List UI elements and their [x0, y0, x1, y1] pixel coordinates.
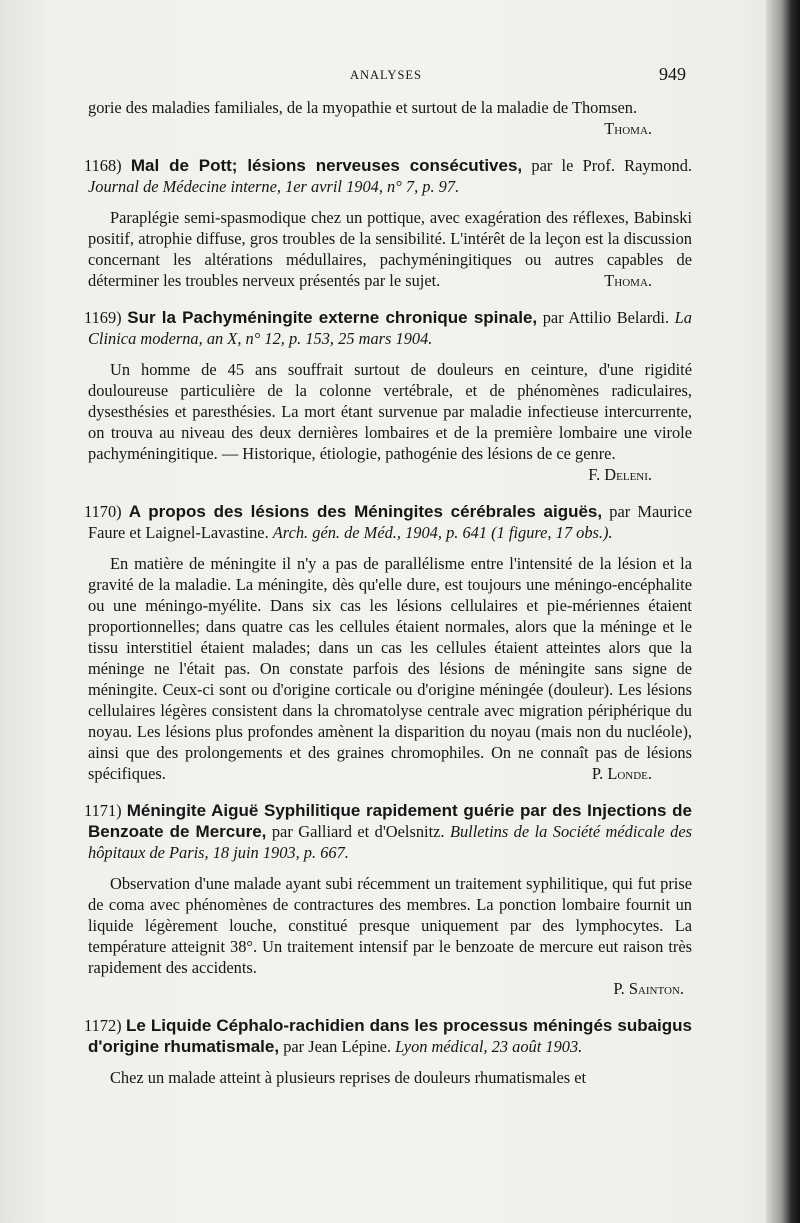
entry-title: Le Liquide Céphalo-rachidien dans les processus méningés subaigus d'origine rhumatismale,	[88, 1016, 692, 1056]
entry-citation: La Clinica moderna, an X, n° 12, p. 153, 25 mars 1904.	[88, 308, 692, 348]
entry-citation: Bulletins de la Société médicale des hôpitaux de Paris, 18 juin 1903, p. 667.	[88, 822, 692, 862]
entry-citation: Lyon médical, 23 août 1903.	[395, 1037, 583, 1056]
entry-abstract	[88, 359, 692, 484]
entry-title: Sur la Pachyméningite externe chronique spinale,	[127, 308, 538, 327]
entry-heading	[84, 1015, 692, 1057]
entry-title: Méningite Aiguë Syphilitique rapidement guérie par des Injections de Benzoate de Mercure,	[88, 801, 692, 841]
abstract-entry-1169	[84, 307, 692, 485]
page-content	[84, 97, 692, 1088]
entry-authors: par Galliard et d'Oelsnitz.	[271, 822, 445, 841]
entry-abstract	[88, 1067, 692, 1088]
entry-citation: Arch. gén. de Méd., 1904, p. 641 (1 figure, 17 obs.).	[272, 523, 613, 542]
entry-heading	[84, 501, 692, 543]
page-number: 949	[659, 64, 686, 84]
entry-authors: par Maurice Faure et Laignel-Lavastine.	[88, 502, 692, 542]
entry-signature: P. Londe.	[591, 764, 652, 783]
entry-citation: Journal de Médecine interne, 1er avril 1904, n° 7, p. 97.	[88, 177, 460, 196]
entry-abstract-text: Observation d'une malade ayant subi récemment un traitement syphilitique, qui fut prise de coma avec phénomènes de contractures des membres. La ponction lombaire fournit un liquide légèrement louche, constitué presque uniquement par des lymphocytes. La température atteignit 38°. Un traitement intensif par le benzoate de mercure eut raison très rapidement des accidents.	[88, 874, 692, 977]
entry-abstract-text: Chez un malade atteint à plusieurs reprises de douleurs rhumatismales et	[110, 1068, 587, 1087]
running-title: ANALYSES	[349, 68, 423, 82]
entry-signature: Thoma.	[604, 271, 652, 290]
book-binding-shadow	[766, 0, 800, 1223]
abstract-entry-1171	[84, 800, 692, 999]
entry-authors: par Jean Lépine.	[283, 1037, 392, 1056]
intro-paragraph	[88, 97, 692, 139]
entry-authors: par Attilio Belardi.	[542, 308, 670, 327]
entry-abstract	[88, 553, 692, 784]
entry-heading	[84, 155, 692, 197]
entry-abstract-text: Un homme de 45 ans souffrait surtout de douleurs en ceinture, d'une rigidité douloureuse particulière de la colonne vertébrale, et de phénomènes radiculaires, dysesthésies et paresthésies. La mort étant survenue par maladie infectieuse intercurrente, on trouva au niveau des deux dernières lombaires et de la première lombaire une virole pachyméningitique. — Historique, étiologie, pathogénie des lésions de ce genre.	[88, 360, 692, 463]
entry-number: 1172)	[84, 1016, 122, 1035]
entry-signature: F. Deleni.	[588, 465, 652, 484]
abstract-entry-1170	[84, 501, 692, 784]
page-header	[86, 64, 686, 86]
entry-number: 1169)	[84, 308, 122, 327]
entry-number: 1168)	[84, 156, 122, 175]
entry-number: 1171)	[84, 801, 122, 820]
entry-signature: P. Sainton.	[613, 979, 684, 998]
abstract-entry-1172	[84, 1015, 692, 1088]
entry-title: A propos des lésions des Méningites cérébrales aiguës,	[128, 502, 603, 521]
entry-abstract-text: En matière de méningite il n'y a pas de parallélisme entre l'intensité de la lésion et la gravité de la maladie. La méningite, dès qu'elle dure, est toujours une méningo-encéphalite ou une méningo-myélite. Dans six cas les lésions cellulaires et pie-mériennes étaient proportionnelles; dans quatre cas les cellules étaient normales, alors que la méninge et le tissu interstitiel étaient malades; dans un cas les cellules étaient atteintes alors que la méninge ne l'était pas. On constate parfois des lésions de méningite sans signe de méningite. Ceux-ci sont ou d'origine corticale ou d'origine méningée (douleur). Les lésions cellulaires légères consistent dans la chromatolyse centrale avec migration périphérique du noyau. Les lésions plus profondes amènent la disparition du noyau (mais non du nucléole), ainsi que des prolongements et des graines chromophiles. On ne connaît pas de lésions spécifiques.	[88, 554, 692, 783]
entry-title: Mal de Pott; lésions nerveuses consécutives,	[130, 156, 523, 175]
entry-heading	[84, 307, 692, 349]
entry-signature-line	[88, 978, 692, 999]
entry-abstract	[88, 873, 692, 978]
entry-heading	[84, 800, 692, 863]
entry-number: 1170)	[84, 502, 122, 521]
entry-abstract	[88, 207, 692, 291]
intro-signature: Thoma.	[604, 119, 652, 138]
entry-authors: par le Prof. Raymond.	[531, 156, 692, 175]
intro-text: gorie des maladies familiales, de la myopathie et surtout de la maladie de Thomsen.	[88, 98, 638, 117]
abstract-entry-1168	[84, 155, 692, 291]
entry-abstract-text: Paraplégie semi-spasmodique chez un pottique, avec exagération des réflexes, Babinski positif, atrophie diffuse, gros troubles de la sensibilité. L'intérêt de la leçon est la discussion concernant les altérations médullaires, pachyméningitiques ou autres capables de déterminer les troubles nerveux présentés par le sujet.	[88, 208, 692, 290]
